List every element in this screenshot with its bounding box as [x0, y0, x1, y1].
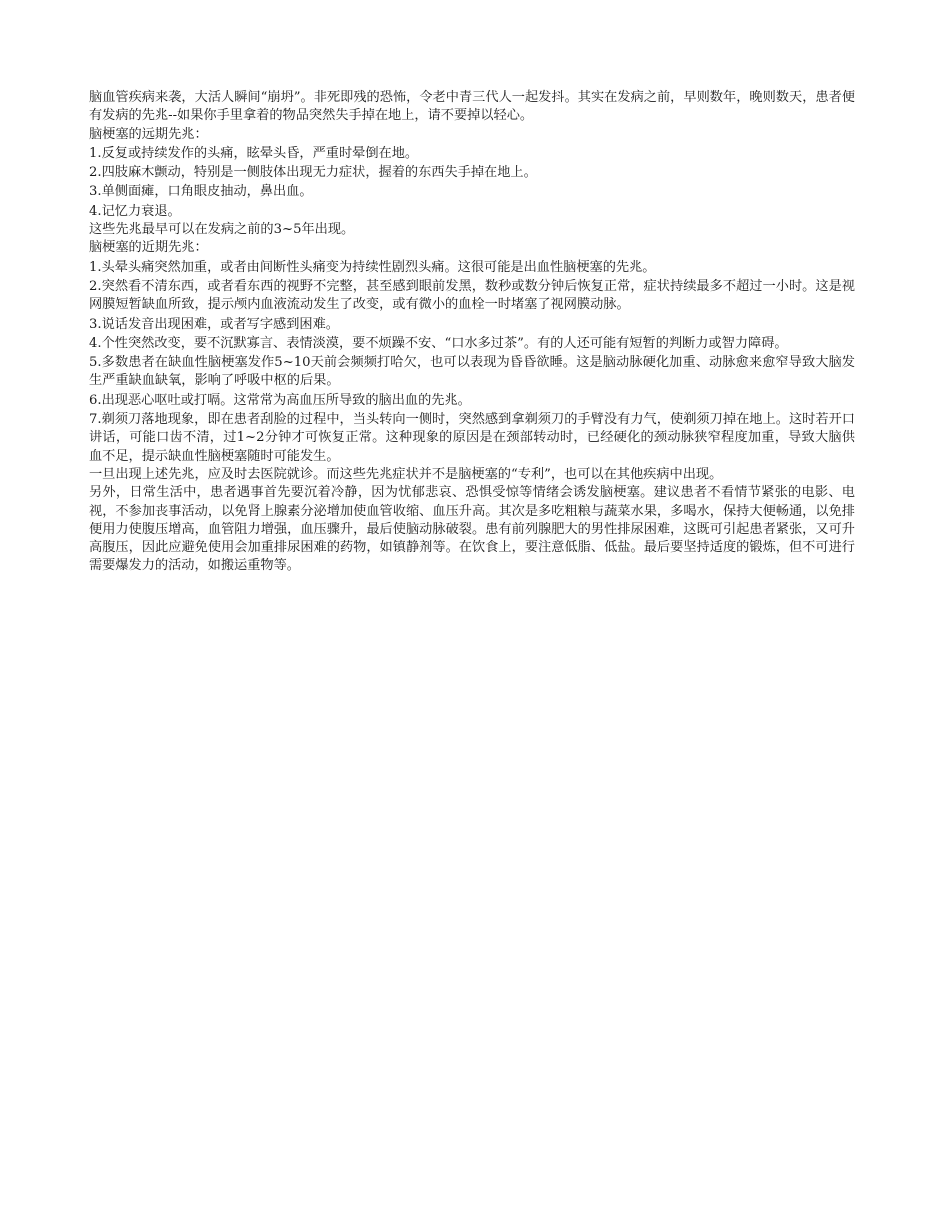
- intro-paragraph: 脑血管疾病来袭，大活人瞬间“崩坍”。非死即残的恐怖，令老中青三代人一起发抖。其实在发病之前，早则数年，晚则数天，患者便有发病的先兆--如果你手里拿着的物品突然失手掉在地上，请不要掉以轻心。: [89, 90, 855, 124]
- body-paragraph: 另外，日常生活中，患者遇事首先要沉着冷静，因为忧郁悲哀、恐惧受惊等情绪会诱发脑梗塞。建议患者不看情节紧张的电影、电视，不参加丧事活动，以免肾上腺素分泌增加使血管收缩、血压升高。其次是多吃粗粮与蔬菜水果，多喝水，保持大便畅通，以免排便用力使腹压增高，血管阻力增强，血压骤升，最后使脑动脉破裂。患有前列腺肥大的男性排尿困难，这既可引起患者紧张，又可升高腹压，因此应避免使用会加重排尿困难的药物，如镇静剂等。在饮食上，要注意低脂、低盐。最后要坚持适度的锻炼，但不可进行需要爆发力的活动，如搬运重物等。: [89, 485, 855, 574]
- list-item: 4.个性突然改变，要不沉默寡言、表情淡漠，要不烦躁不安、“口水多过茶”。有的人还可能有短暂的判断力或智力障碍。: [89, 335, 788, 351]
- list-item: 1.头晕头痛突然加重，或者由间断性头痛变为持续性剧烈头痛。这很可能是出血性脑梗塞的先兆。: [89, 259, 656, 275]
- list-item: 1.反复或持续发作的头痛，眩晕头昏，严重时晕倒在地。: [89, 145, 419, 161]
- section-heading-long-term-signs: 脑梗塞的远期先兆：: [89, 126, 208, 142]
- list-item: 3.说话发音出现困难，或者写字感到困难。: [89, 316, 339, 332]
- document-body: [89, 89, 855, 576]
- body-paragraph: 一旦出现上述先兆，应及时去医院就诊。而这些先兆症状并不是脑梗塞的“专利”，也可以在其他疾病中出现。: [89, 466, 723, 482]
- list-item: 2.四肢麻木颤动，特别是一侧肢体出现无力症状，握着的东西失手掉在地上。: [89, 165, 537, 181]
- list-item: 4.记忆力衰退。: [89, 203, 181, 219]
- list-item: 3.单侧面瘫，口角眼皮抽动，鼻出血。: [89, 184, 313, 200]
- list-item: 5.多数患者在缺血性脑梗塞发作5~10天前会频频打哈欠，也可以表现为昏昏欲睡。这是脑动脉硬化加重、动脉愈来愈窄导致大脑发生严重缺血缺氧，影响了呼吸中枢的后果。: [89, 355, 855, 389]
- list-item: 7.剃须刀落地现象，即在患者刮脸的过程中，当头转向一侧时，突然感到拿剃须刀的手臂没有力气，使剃须刀掉在地上。这时若开口讲话，可能口齿不清，过1~2分钟才可恢复正常。这种现象的原因是在颈部转动时，已经硬化的颈动脉狭窄程度加重，导致大脑供血不足，提示缺血性脑梗塞随时可能发生。: [89, 412, 855, 464]
- list-item: 2.突然看不清东西，或者看东西的视野不完整，甚至感到眼前发黑，数秒或数分钟后恢复正常，症状持续最多不超过一小时。这是视网膜短暂缺血所致，提示颅内血液流动发生了改变，或有微小的血栓一时堵塞了视网膜动脉。: [89, 278, 855, 313]
- section-heading-short-term-signs: 脑梗塞的近期先兆：: [89, 240, 208, 256]
- list-item: 6.出现恶心呕吐或打嗝。这常常为高血压所导致的脑出血的先兆。: [89, 392, 471, 408]
- body-paragraph: 这些先兆最早可以在发病之前的3~5年出现。: [89, 222, 355, 238]
